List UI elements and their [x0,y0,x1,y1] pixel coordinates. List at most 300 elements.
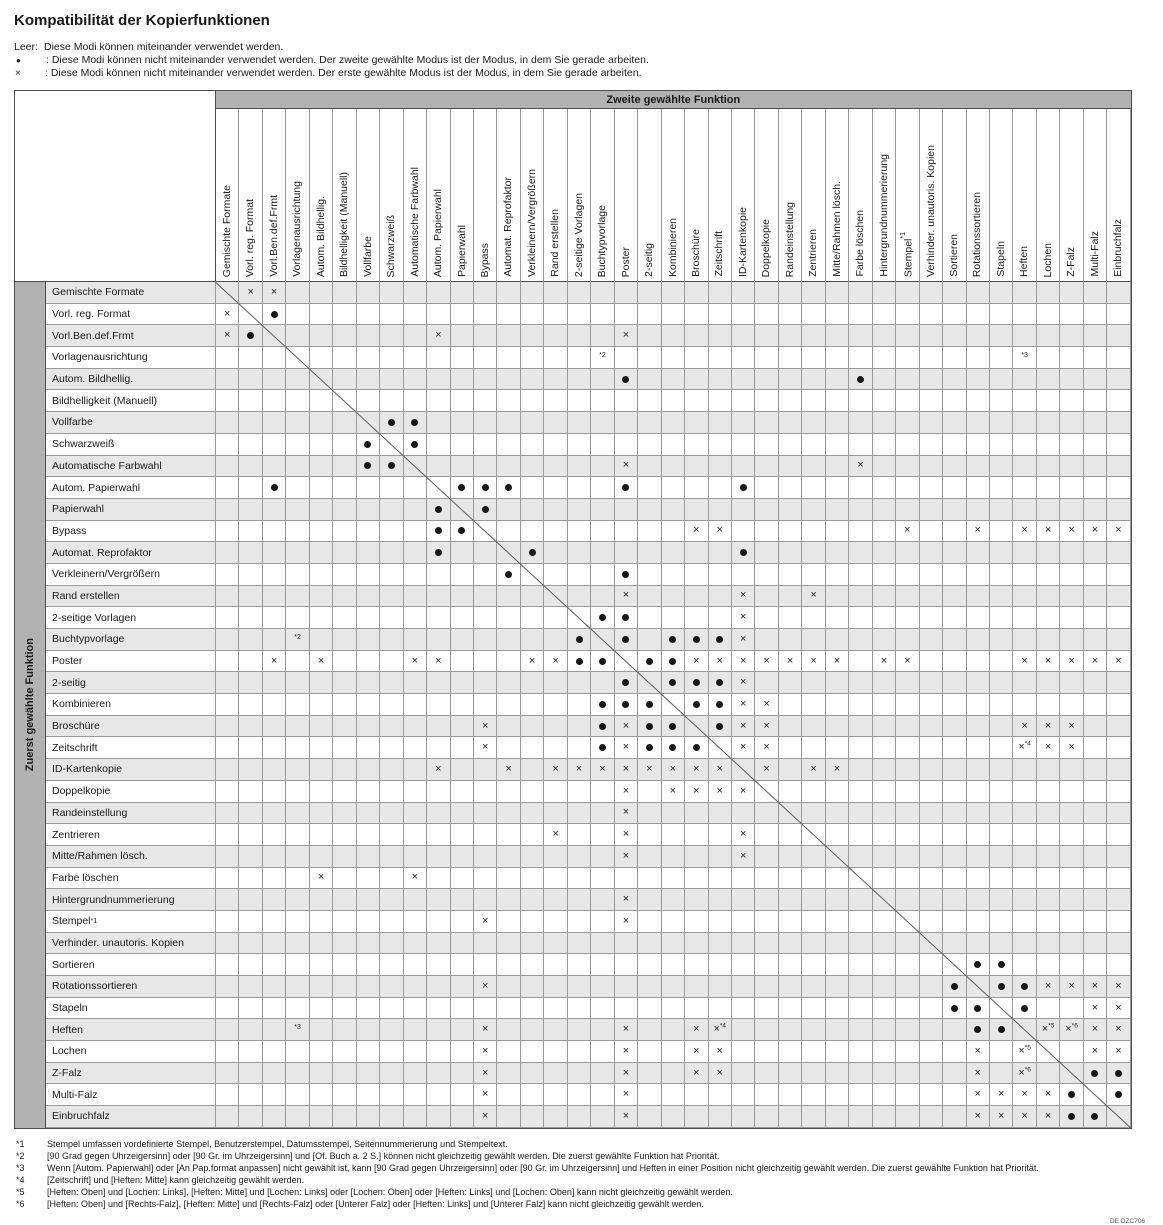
matrix-cell [474,954,497,976]
matrix-cell [333,1019,356,1041]
matrix-cell [615,954,638,976]
matrix-cell [263,304,286,326]
matrix-cell [568,542,591,564]
matrix-cell [497,1106,520,1128]
matrix-cell [943,694,966,716]
matrix-cell [732,651,755,673]
matrix-cell [544,477,567,499]
matrix-cell [568,521,591,543]
matrix-cell [896,564,919,586]
mark-x: × [481,914,489,927]
matrix-cell [404,586,427,608]
row-header: Buchtypvorlage [46,629,216,651]
matrix-cell [709,824,732,846]
matrix-cell [474,629,497,651]
col-header: Mitte/Rahmen lösch. [826,109,849,282]
mark-x: × [833,654,841,667]
matrix-cell [544,347,567,369]
mark-dot [364,462,371,469]
matrix-cell [873,933,896,955]
matrix-cell [310,694,333,716]
matrix-cell [1107,1041,1130,1063]
matrix-cell [638,412,661,434]
matrix-cell [873,586,896,608]
matrix-cell [615,629,638,651]
matrix-cell [849,998,872,1020]
matrix-cell [310,1041,333,1063]
matrix-cell [1037,716,1060,738]
matrix-cell [1084,803,1107,825]
matrix-cell [427,1041,450,1063]
matrix-cell [404,868,427,890]
mark-dot [716,723,723,730]
matrix-cell [990,1063,1013,1085]
matrix-cell [474,933,497,955]
matrix-cell [239,1063,262,1085]
matrix-cell [802,1019,825,1041]
matrix-cell [333,347,356,369]
matrix-cell [920,694,943,716]
mark-dot [505,484,512,491]
matrix-cell [521,542,544,564]
matrix-cell [873,325,896,347]
matrix-cell [709,521,732,543]
matrix-cell [615,651,638,673]
matrix-cell [1037,499,1060,521]
matrix-cell [802,477,825,499]
matrix-cell [404,651,427,673]
matrix-cell [615,304,638,326]
col-header: Rotationssortieren [967,109,990,282]
matrix-cell [1084,868,1107,890]
matrix-cell [779,803,802,825]
matrix-cell [755,976,778,998]
matrix-cell [286,954,309,976]
matrix-cell [873,1084,896,1106]
matrix-cell [286,477,309,499]
matrix-cell [380,803,403,825]
matrix-cell [591,390,614,412]
matrix-cell [1013,629,1036,651]
matrix-cell [1084,694,1107,716]
matrix-cell [755,1106,778,1128]
matrix-cell [263,542,286,564]
matrix-cell [1084,434,1107,456]
matrix-cell [521,499,544,521]
matrix-cell [685,477,708,499]
row-header: Vollfarbe [46,412,216,434]
matrix-cell [474,607,497,629]
matrix-cell [615,1106,638,1128]
matrix-cell [920,846,943,868]
matrix-cell [662,477,685,499]
mark-x: × [1021,1088,1028,1101]
matrix-cell [357,824,380,846]
matrix-cell [216,1106,239,1128]
mark-x: × [1021,719,1028,732]
matrix-cell [497,542,520,564]
matrix-cell [544,694,567,716]
matrix-cell [544,629,567,651]
matrix-cell [1107,325,1130,347]
matrix-cell [357,716,380,738]
matrix-cell [497,369,520,391]
matrix-cell [451,1106,474,1128]
matrix-cell [967,347,990,369]
matrix-cell [779,889,802,911]
mark-x: × [786,654,794,667]
matrix-cell [239,781,262,803]
mark-x: × [1044,719,1052,732]
row-header: Stempel *1 [46,911,216,933]
matrix-cell [357,976,380,998]
matrix-cell [802,564,825,586]
mark-x: × [974,1066,981,1079]
matrix-cell [474,477,497,499]
matrix-cell [451,347,474,369]
matrix-cell [1037,369,1060,391]
matrix-cell [943,521,966,543]
matrix-cell [802,976,825,998]
matrix-cell [849,521,872,543]
matrix-cell [1107,824,1130,846]
matrix-cell [638,477,661,499]
col-header: Kombinieren [662,109,685,282]
mark-x: × [716,762,723,775]
matrix-cell [779,998,802,1020]
matrix-cell [967,586,990,608]
matrix-cell [615,282,638,304]
matrix-cell [873,434,896,456]
matrix-cell [263,846,286,868]
matrix-cell [568,282,591,304]
matrix-cell [662,369,685,391]
matrix-cell [427,846,450,868]
matrix-cell [1013,824,1036,846]
matrix-cell [1013,933,1036,955]
matrix-cell [310,1106,333,1128]
mark-x: × [1044,1088,1052,1101]
matrix-cell [1084,846,1107,868]
matrix-cell [216,868,239,890]
matrix-cell [216,347,239,369]
mark-dot [716,636,723,643]
matrix-cell [638,629,661,651]
matrix-cell [990,586,1013,608]
col-header: Automatische Farbwahl [404,109,427,282]
matrix-cell [920,607,943,629]
col-header: Bypass [474,109,497,282]
matrix-cell [755,803,778,825]
matrix-cell [357,477,380,499]
matrix-cell [591,998,614,1020]
matrix-cell [1084,456,1107,478]
matrix-cell [967,824,990,846]
matrix-cell [967,607,990,629]
matrix-cell [263,651,286,673]
matrix-cell [896,434,919,456]
matrix-cell [544,868,567,890]
matrix-cell [732,1084,755,1106]
matrix-cell [380,998,403,1020]
matrix-cell [779,586,802,608]
matrix-cell [521,672,544,694]
matrix-cell [474,911,497,933]
matrix-cell [239,759,262,781]
matrix-cell [709,737,732,759]
matrix-cell [755,1063,778,1085]
matrix-cell [638,586,661,608]
matrix-cell [896,824,919,846]
matrix-cell [1013,998,1036,1020]
row-header: Automatische Farbwahl [46,456,216,478]
matrix-cell [662,282,685,304]
matrix-cell [451,1063,474,1085]
matrix-cell [826,824,849,846]
compatibility-table [14,90,1132,1129]
matrix-cell [333,672,356,694]
matrix-cell [239,1084,262,1106]
matrix-cell [497,390,520,412]
matrix-cell [404,911,427,933]
matrix-cell [544,651,567,673]
matrix-cell [967,1041,990,1063]
legend-line [14,67,1149,80]
matrix-cell [1107,1084,1130,1106]
matrix-cell [709,477,732,499]
matrix-cell [943,564,966,586]
mark-x: × [1044,741,1052,754]
matrix-cell [1107,716,1130,738]
mark-x: × [974,1109,981,1122]
matrix-cell [1084,737,1107,759]
matrix-cell [967,954,990,976]
matrix-cell [427,651,450,673]
matrix-cell [286,911,309,933]
matrix-cell [380,954,403,976]
matrix-cell [638,1084,661,1106]
matrix-cell [591,282,614,304]
matrix-cell [404,390,427,412]
matrix-cell [896,954,919,976]
matrix-cell [1037,672,1060,694]
matrix-cell [873,824,896,846]
matrix-cell [685,629,708,651]
matrix-cell [732,1063,755,1085]
matrix-cell [1037,564,1060,586]
matrix-cell [849,911,872,933]
matrix-cell [849,716,872,738]
row-header: Multi-Falz [46,1084,216,1106]
matrix-cell [755,1041,778,1063]
mark-dot [857,376,864,383]
matrix-cell [920,456,943,478]
matrix-cell [521,369,544,391]
matrix-cell [521,954,544,976]
matrix-cell [357,521,380,543]
matrix-cell [497,434,520,456]
matrix-cell [1037,976,1060,998]
matrix-cell [662,672,685,694]
matrix-cell [286,672,309,694]
matrix-cell [1107,976,1130,998]
matrix-cell [1107,911,1130,933]
matrix-cell [263,803,286,825]
matrix-cell [873,651,896,673]
matrix-cell [943,1063,966,1085]
footnote-ref: *4 [16,1174,25,1185]
matrix-cell [404,369,427,391]
mark-dot [1091,1113,1098,1120]
matrix-cell [474,759,497,781]
matrix-cell [638,607,661,629]
matrix-cell [521,304,544,326]
matrix-cell [1060,586,1083,608]
matrix-cell [826,933,849,955]
mark-x: × [1068,741,1075,754]
matrix-cell [216,369,239,391]
matrix-cell [310,542,333,564]
matrix-cell [427,607,450,629]
matrix-cell [1013,976,1036,998]
matrix-cell [591,586,614,608]
matrix-cell [990,542,1013,564]
matrix-cell [474,304,497,326]
matrix-cell [826,412,849,434]
matrix-cell [990,499,1013,521]
mark-x: × [997,1088,1005,1101]
mark-x: × [810,654,817,667]
col-header: Randeinstellung [779,109,802,282]
matrix-cell [896,694,919,716]
matrix-cell [568,737,591,759]
matrix-cell [239,1106,262,1128]
matrix-cell [779,390,802,412]
matrix-cell [990,282,1013,304]
matrix-cell [802,911,825,933]
matrix-cell [826,803,849,825]
matrix-cell [216,1041,239,1063]
matrix-cell [380,911,403,933]
matrix-cell [755,672,778,694]
matrix-cell [709,1084,732,1106]
matrix-cell [1060,651,1083,673]
matrix-cell [896,542,919,564]
matrix-cell [239,803,262,825]
mark-x: × [810,589,817,602]
matrix-cell [216,390,239,412]
matrix-cell [732,998,755,1020]
matrix-cell [1084,1063,1107,1085]
matrix-cell [1037,347,1060,369]
matrix-cell [1084,325,1107,347]
matrix-cell [779,607,802,629]
matrix-cell [451,1041,474,1063]
matrix-cell [685,846,708,868]
matrix-cell [802,521,825,543]
matrix-cell [896,911,919,933]
matrix-cell [638,651,661,673]
mark-x: ×$^{*5}$ [1018,1044,1031,1057]
matrix-cell [920,282,943,304]
matrix-cell [802,716,825,738]
matrix-cell [1013,390,1036,412]
matrix-cell [427,759,450,781]
mark-x: × [622,762,630,775]
matrix-cell [286,564,309,586]
matrix-cell [873,477,896,499]
matrix-cell [1037,434,1060,456]
matrix-cell [451,607,474,629]
matrix-cell [521,998,544,1020]
matrix-cell [568,304,591,326]
matrix-cell [709,607,732,629]
matrix-cell [709,954,732,976]
matrix-cell [1060,564,1083,586]
row-header: Sortieren [46,954,216,976]
matrix-cell [404,672,427,694]
matrix-cell [1013,282,1036,304]
matrix-cell [920,672,943,694]
matrix-cell [826,521,849,543]
matrix-cell [615,456,638,478]
matrix-cell [1107,456,1130,478]
matrix-cell [990,1106,1013,1128]
matrix-cell [638,347,661,369]
matrix-cell [404,1084,427,1106]
matrix-cell [380,390,403,412]
matrix-cell [310,889,333,911]
matrix-cell [310,564,333,586]
matrix-cell [685,759,708,781]
row-header: Zeitschrift [46,737,216,759]
matrix-cell [427,1019,450,1041]
footnote [14,1138,1149,1150]
mark-x: × [622,459,630,472]
matrix-cell [286,1106,309,1128]
matrix-cell [497,824,520,846]
matrix-cell [474,1106,497,1128]
matrix-cell [896,325,919,347]
matrix-cell [474,499,497,521]
matrix-cell [849,477,872,499]
matrix-cell [451,781,474,803]
matrix-cell [662,521,685,543]
matrix-cell [263,954,286,976]
matrix-cell [427,737,450,759]
matrix-cell [357,911,380,933]
matrix-cell [591,1084,614,1106]
matrix-cell [826,369,849,391]
mark-x: × [622,1044,630,1057]
matrix-cell [920,781,943,803]
matrix-cell [826,1063,849,1085]
matrix-cell [568,390,591,412]
matrix-cell [427,347,450,369]
matrix-cell [967,651,990,673]
matrix-cell [826,737,849,759]
matrix-cell [920,954,943,976]
matrix-cell [849,868,872,890]
matrix-cell [779,716,802,738]
mark-dot [1021,1005,1028,1012]
mark-x: × [622,1023,630,1036]
matrix-cell [896,846,919,868]
matrix-cell [967,325,990,347]
mark-x: × [693,1044,700,1057]
row-header: Papierwahl [46,499,216,521]
matrix-cell [990,759,1013,781]
